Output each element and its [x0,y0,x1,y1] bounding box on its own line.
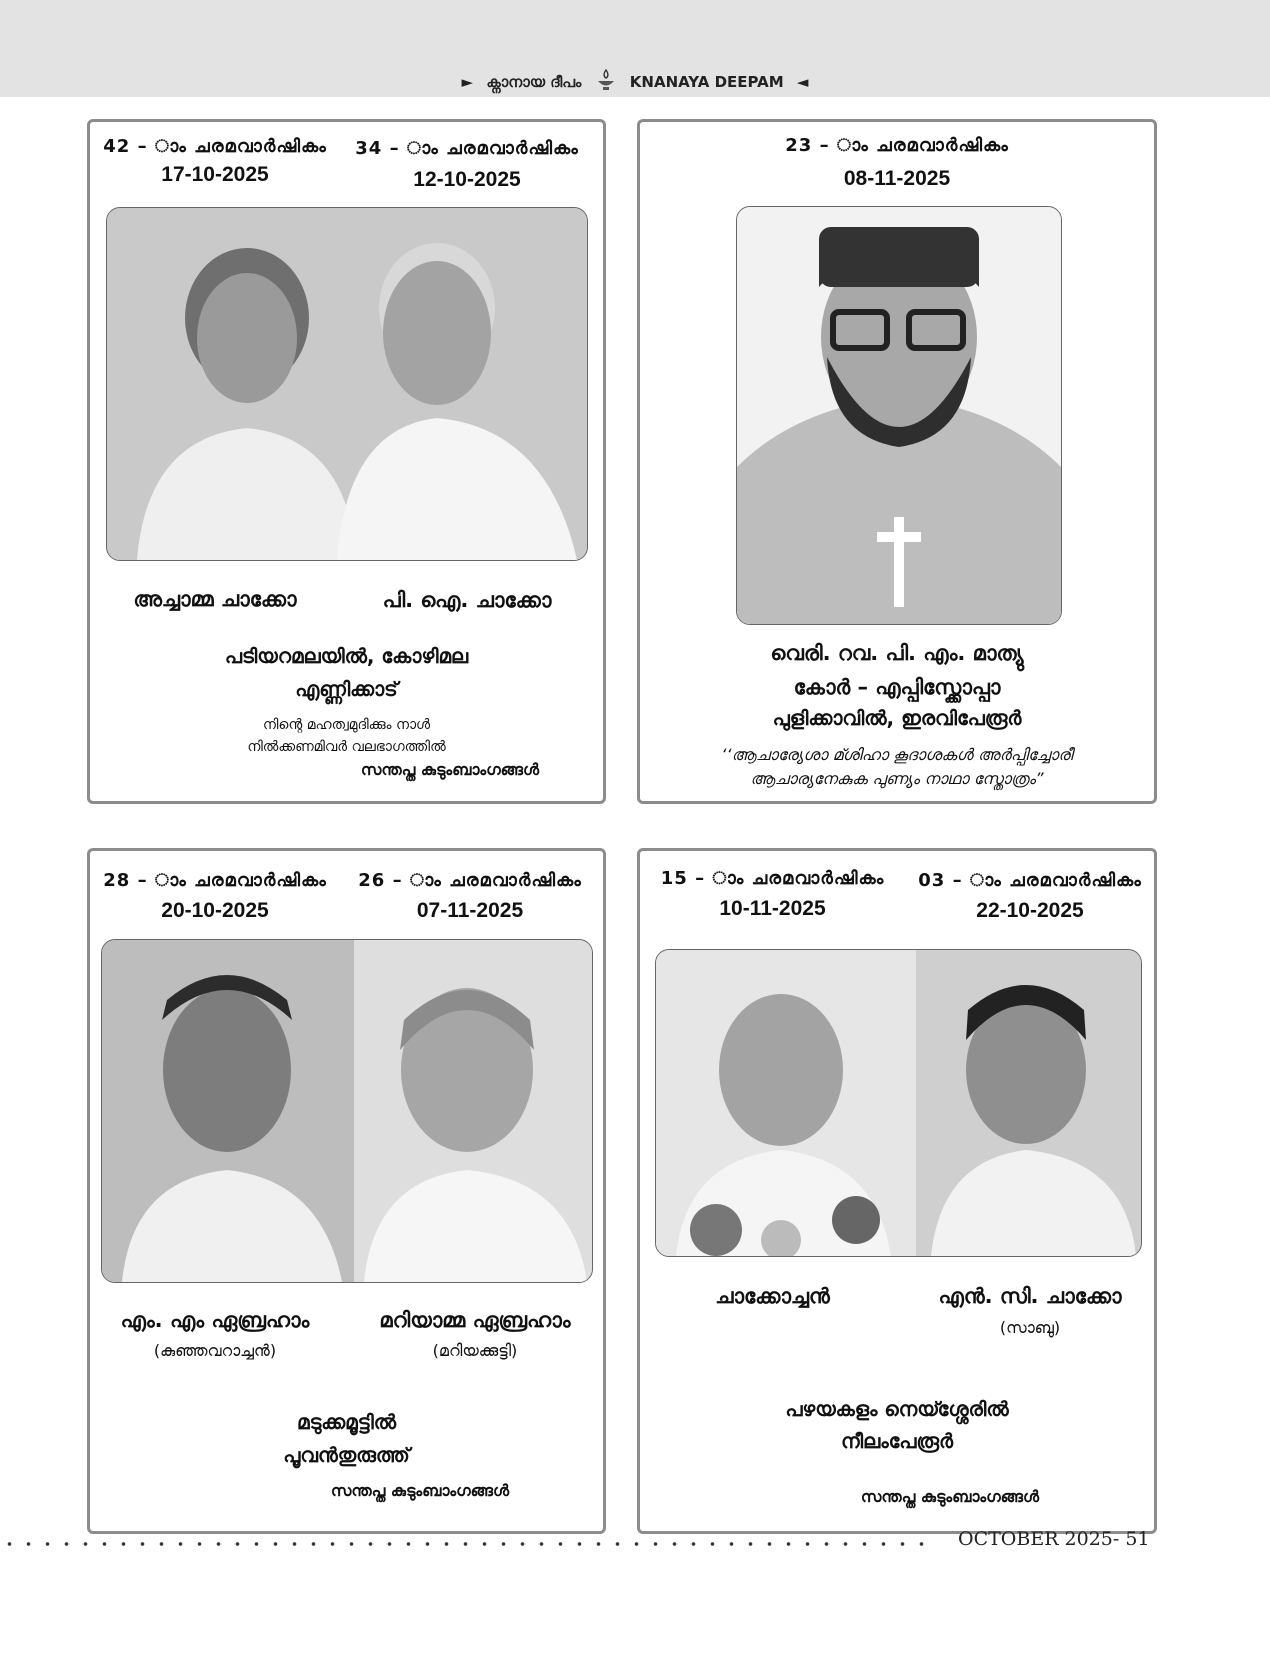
portrait-photo [736,206,1062,625]
obituary-card-1 [87,119,606,804]
family-name: പഴയകളം നെയ്ശ്ശേരിൽ [785,1397,1009,1421]
family-name: പുളിക്കാവിൽ, ഇരവിപേരൂർ [772,706,1022,730]
obituary-card-4 [637,848,1157,1534]
header-english-title: KNANAYA DEEPAM [629,73,784,91]
person-nickname: (സാബു) [999,1318,1061,1337]
death-date: 17-10-2025 [161,163,269,186]
footer-page-info [958,1528,1150,1550]
verse-line: ആചാര്യനേകുക പുണ്യം നാഥാ സ്തോത്രം” [750,769,1044,788]
death-date: 12-10-2025 [413,168,521,191]
anniversary-label: 26 – ാം ചരമവാർഷികം [358,870,582,891]
header-title-line [0,68,1270,96]
person-title: കോർ – എപ്പിസ്ക്കോപ്പാ [793,675,1001,699]
person-name: അച്ചാമ്മ ചാക്കോ [133,587,297,611]
portrait-photo [106,207,588,561]
place-name: നീലംപേരൂർ [841,1429,953,1453]
oil-lamp-icon [595,68,617,96]
portrait-photo [101,939,593,1283]
mourners-label: സന്തപ്ത കുടുംബാംഗങ്ങൾ [330,1481,510,1500]
footer-dotted-rule [0,1540,935,1548]
person-name: എം. എം ഏബ്രഹാം [120,1308,310,1332]
death-date: 10-11-2025 [719,897,826,920]
verse-line: ‘‘ആചാര്യേശാ മ്ശിഹാ കൂദാശകൾ അർപ്പിച്ചോരീ [721,745,1073,764]
anniversary-label: 03 – ാം ചരമവാർഷികം [918,870,1142,891]
footer-month-year: OCTOBER 2025 [958,1528,1113,1550]
person-name: മറിയാമ്മ ഏബ്രഹാം [379,1308,571,1332]
anniversary-label: 28 – ാം ചരമവാർഷികം [103,870,327,891]
death-date: 08-11-2025 [843,167,951,190]
left-pointer-icon: ◄ [796,73,809,91]
place-name: എണ്ണിക്കാട് [295,677,398,701]
obituary-card-3 [87,848,606,1534]
death-date: 07-11-2025 [416,899,524,922]
mourners-label: സന്തപ്ത കുടുംബാംഗങ്ങൾ [360,760,540,779]
verse-line: നിൽക്കണമിവർ വലഭാഗത്തിൽ [247,739,446,755]
family-name: പടിയറമലയിൽ, കോഴിമല [224,644,469,668]
anniversary-label: 34 – ാം ചരമവാർഷികം [355,138,579,159]
person-name: എൻ. സി. ചാക്കോ [938,1284,1122,1308]
place-name: പൂവൻതുരുത്ത് [283,1443,410,1467]
death-date: 22-10-2025 [976,899,1084,922]
person-nickname: (കുഞ്ഞവറാച്ചൻ) [153,1341,277,1360]
right-pointer-icon: ► [461,73,474,91]
page-number: - 51 [1112,1528,1150,1550]
header-malayalam-title: ക്നാനായ ദീപം [486,73,582,91]
anniversary-label: 15 – ാം ചരമവാർഷികം [660,868,885,889]
anniversary-label: 42 – ാം ചരമവാർഷികം [103,136,327,157]
person-name: പി. ഐ. ചാക്കോ [382,588,552,612]
family-name: മടുക്കമൂട്ടിൽ [296,1410,397,1434]
verse-line: നിന്റെ മഹത്വമുദിക്കും നാൾ [262,717,431,733]
death-date: 20-10-2025 [161,899,269,922]
person-name: വെരി. റവ. പി. എം. മാത്യു [770,641,1024,665]
anniversary-label: 23 – ാം ചരമവാർഷികം [785,135,1009,156]
mourners-label: സന്തപ്ത കുടുംബാംഗങ്ങൾ [860,1487,1040,1506]
obituary-card-2 [637,119,1157,804]
person-nickname: (മറിയക്കുട്ടി) [432,1341,518,1360]
person-name: ചാക്കോച്ചൻ [715,1284,830,1308]
portrait-photo [655,949,1142,1257]
